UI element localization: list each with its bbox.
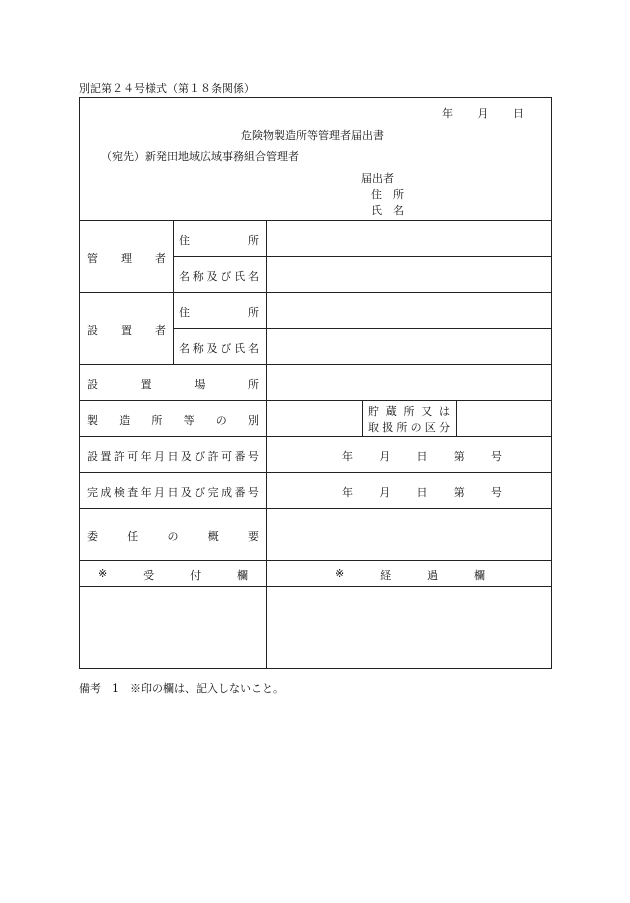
reception-column-label: ※ 受 付 欄 [98, 567, 248, 582]
notifier-heading: 届出者 [361, 172, 394, 185]
date-year-label: 年 [442, 107, 453, 120]
row-divider [80, 508, 551, 509]
delegation-summary-label: 委 任 の 概 要 [87, 530, 259, 543]
row-divider [80, 364, 551, 365]
installer-address-field[interactable] [268, 294, 550, 327]
installer-label: 設 置 者 [87, 324, 166, 337]
row-divider [80, 436, 551, 437]
progress-column-label: ※ 経 過 欄 [335, 567, 485, 582]
installation-location-label: 設 置 場 所 [87, 378, 259, 391]
row-divider [80, 400, 551, 401]
date-day-label: 日 [513, 107, 524, 120]
manager-name-field[interactable] [268, 258, 550, 291]
storage-class-label-line2: 取 扱 所 の 区 分 [368, 421, 450, 434]
column-divider [266, 220, 267, 668]
column-divider [456, 400, 457, 436]
row-divider [80, 220, 551, 221]
date-line [442, 105, 524, 121]
row-divider [80, 292, 551, 293]
notifier-name-label: 氏 名 [371, 204, 404, 217]
installer-name-field[interactable] [268, 330, 550, 363]
notification-form-table [79, 97, 552, 669]
completion-date-number-label: 完 成 検 査 年 月 日 及 び 完 成 番 号 [87, 486, 259, 499]
column-divider [173, 220, 174, 364]
reception-area [81, 588, 265, 667]
date-month-label: 月 [477, 107, 489, 120]
document-title: 危険物製造所等管理者届出書 [241, 129, 384, 142]
form-number-label: 別記第２４号様式（第１８条関係） [79, 82, 255, 95]
installer-name-label: 名 称 及 び 氏 名 [179, 342, 259, 355]
facility-type-field[interactable] [268, 402, 361, 435]
manager-address-field[interactable] [268, 222, 550, 255]
storage-class-label-line1: 貯 蔵 所 又 は [368, 405, 450, 418]
permit-date-number-field[interactable]: 年 月 日 第 号 [342, 450, 502, 463]
installation-location-field[interactable] [268, 366, 550, 399]
notifier-address-label: 住 所 [371, 188, 404, 201]
permit-date-number-label: 設 置 許 可 年 月 日 及 び 許 可 番 号 [87, 450, 259, 463]
completion-date-number-field[interactable]: 年 月 日 第 号 [342, 486, 502, 499]
row-divider [80, 586, 551, 587]
manager-label: 管 理 者 [87, 252, 166, 265]
installer-address-label: 住 所 [179, 306, 259, 319]
remarks-note: 備考 1 ※印の欄は、記入しないこと。 [79, 682, 284, 695]
row-divider [173, 256, 551, 257]
progress-area [268, 588, 550, 667]
storage-class-field[interactable] [458, 402, 550, 435]
column-divider [362, 400, 363, 436]
delegation-summary-field[interactable] [268, 510, 550, 559]
addressee: （宛先）新発田地域広域事務組合管理者 [101, 150, 299, 163]
row-divider [80, 560, 551, 561]
row-divider [80, 472, 551, 473]
manager-address-label: 住 所 [179, 234, 259, 247]
row-divider [173, 328, 551, 329]
facility-type-label: 製 造 所 等 の 別 [87, 414, 259, 427]
manager-name-label: 名 称 及 び 氏 名 [179, 270, 259, 283]
